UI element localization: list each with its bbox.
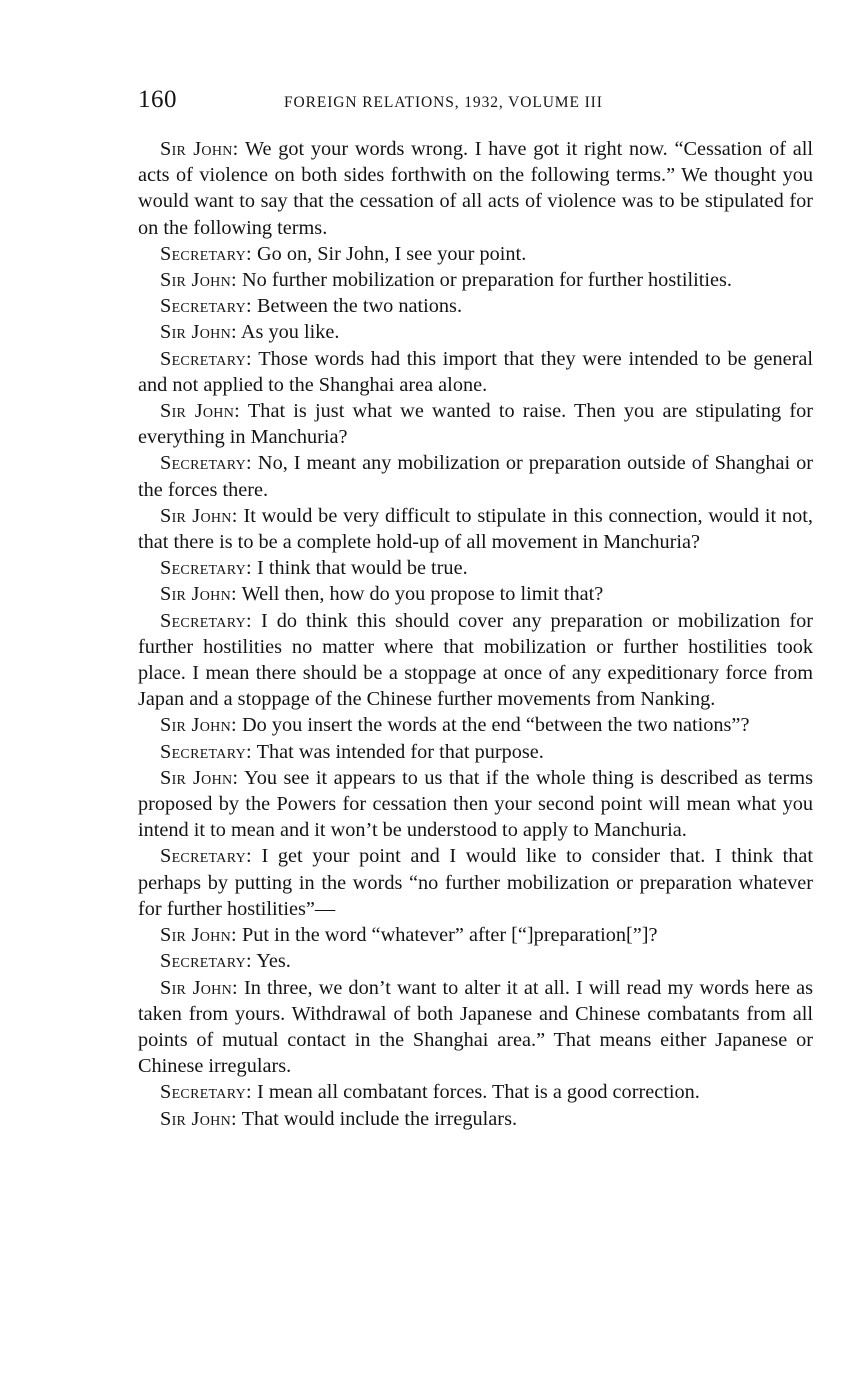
speech-text: Yes. [251,950,291,973]
speaker-label: Secretary: [160,950,252,973]
speaker-label: Sir John: [160,138,239,160]
speech-text: That is just what we wanted to raise. Then you are stipulating for everything in Manchuria? [138,400,813,449]
speaker-label: Sir John: [160,583,237,606]
page-body [138,136,813,1132]
speech-text: Do you insert the words at the end “between the two nations”? [236,714,750,737]
speech-text: I think that would be true. [251,557,468,580]
speaker-label: Secretary: [160,740,252,763]
dialogue-paragraph [138,267,813,293]
dialogue-paragraph [138,712,813,738]
speaker-label: Secretary: [160,452,252,475]
speaker-label: Sir John: [160,924,237,947]
speaker-label: Secretary: [160,347,252,370]
running-head: FOREIGN RELATIONS, 1932, VOLUME III [284,94,603,111]
speech-text: I mean all combatant forces. That is a good correction. [251,1081,700,1104]
speech-text: We got your words wrong. I have got it right now. “Cessation of all acts of violence on both sides forthwith on the following terms.” We thought you would want to say that the cessation of all acts of violence was to be stipulated for on the following terms. [138,138,813,239]
speaker-label: Sir John: [160,321,237,344]
speaker-label: Sir John: [160,976,238,999]
speaker-label: Sir John: [160,504,238,527]
dialogue-paragraph [138,975,813,1080]
speaker-label: Sir John: [160,400,241,423]
dialogue-paragraph [138,948,813,974]
dialogue-paragraph [138,293,813,319]
speech-text: I get your point and I would like to consider that. I think that perhaps by putting in the words “no further mobilization or preparation whatever for further hostilities”— [138,845,813,920]
dialogue-paragraph [138,398,813,450]
speaker-label: Secretary: [160,845,252,868]
speaker-label: Secretary: [160,1081,252,1104]
dialogue-paragraph [138,581,813,607]
speech-text: As you like. [236,321,340,344]
speech-text: Go on, Sir John, I see your point. [251,242,527,265]
speaker-label: Sir John: [160,269,237,292]
dialogue-paragraph [138,739,813,765]
speech-text: Those words had this import that they were intended to be general and not applied to the Shanghai area alone. [138,347,813,396]
speech-text: That was intended for that purpose. [251,740,544,763]
speaker-label: Secretary: [160,557,252,580]
dialogue-paragraph [138,503,813,555]
speech-text: I do think this should cover any preparation or mobilization for further hostilities no matter where that mobilization or further hostilities took place. I mean there should be a stoppage at once of any expeditionary force from Japan and a stoppage of the Chinese further movements from Nanking. [138,609,813,711]
dialogue-paragraph [138,450,813,502]
speech-text: Between the two nations. [251,295,463,318]
speaker-label: Secretary: [160,295,252,318]
dialogue-paragraph [138,765,813,844]
speaker-label: Sir John: [160,766,239,789]
dialogue-paragraph [138,319,813,345]
speech-text: In three, we don’t want to alter it at all. I will read my words here as taken from yours. Withdrawal of both Japanese and Chinese combatants from all points of mutual contact in the Shanghai area.” That means either Japanese or Chinese irregulars. [138,976,813,1078]
speech-text: Put in the word “whatever” after [“]preparation[”]? [236,924,658,947]
page-number: 160 [138,86,177,113]
speaker-label: Secretary: [160,242,252,265]
dialogue-paragraph [138,555,813,581]
speech-text: That would include the irregulars. [236,1107,518,1130]
dialogue-paragraph [138,1079,813,1105]
speech-text: You see it appears to us that if the whole thing is described as terms proposed by the Powers for cessation then your second point will mean what you intend it to mean and it won’t be understood to apply to Manchuria. [138,766,813,842]
dialogue-paragraph [138,843,813,922]
dialogue-paragraph [138,346,813,398]
speech-text: Well then, how do you propose to limit that? [236,583,604,606]
dialogue-paragraph [138,136,813,241]
dialogue-paragraph [138,922,813,948]
dialogue-paragraph [138,1106,813,1132]
speaker-label: Sir John: [160,714,237,737]
speaker-label: Sir John: [160,1107,237,1130]
dialogue-paragraph [138,608,813,713]
speech-text: It would be very difficult to stipulate in this connection, would it not, that there is to be a complete hold-up of all movement in Manchuria? [138,504,813,554]
speech-text: No, I meant any mobilization or preparation outside of Shanghai or the forces there. [138,452,813,501]
dialogue-paragraph [138,241,813,267]
page-header [138,86,818,122]
speech-text: No further mobilization or preparation for further hostilities. [236,269,732,292]
speaker-label: Secretary: [160,609,252,632]
